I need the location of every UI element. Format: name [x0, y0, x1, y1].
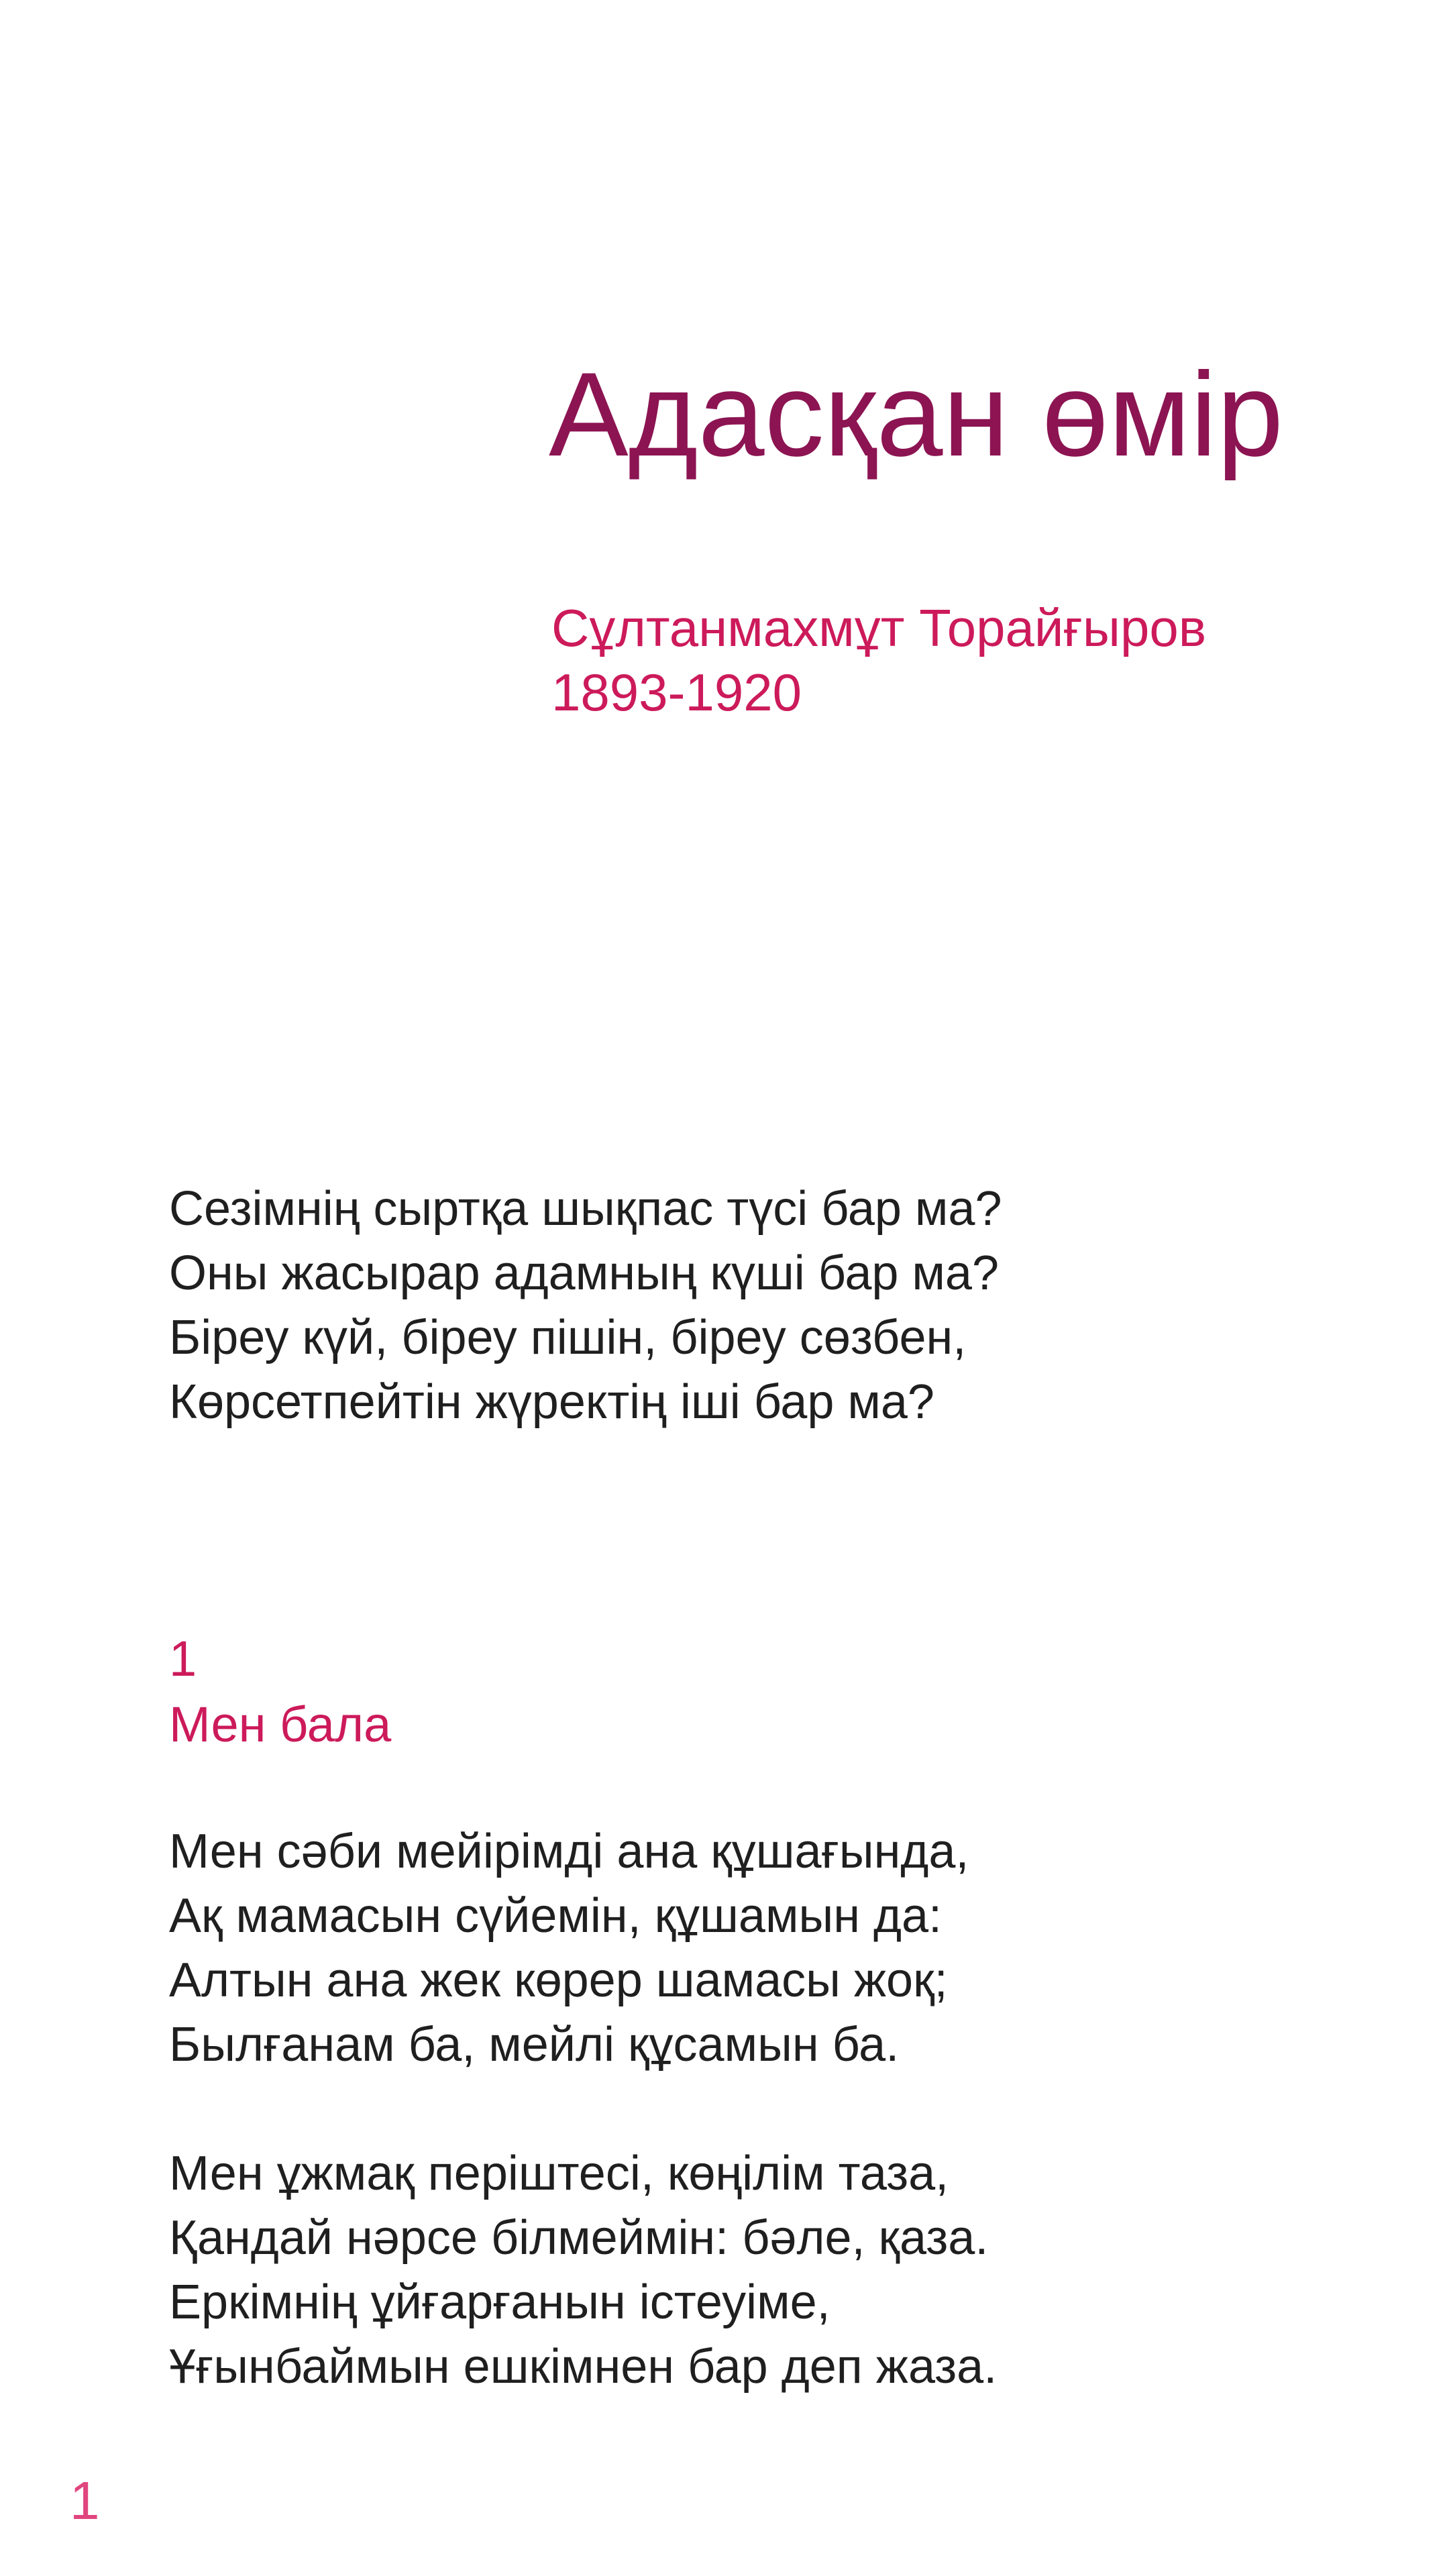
section-title: Мен бала: [169, 1697, 392, 1752]
epigraph-line: Көрсетпейтін жүректің іші бар ма?: [169, 1375, 934, 1429]
epigraph-line: Оны жасырар адамның күші бар ма?: [169, 1246, 1000, 1300]
document-title: Адасқан өмір: [549, 347, 1284, 481]
author-block: [551, 596, 1206, 724]
poem-line: Былғанам ба, мейлі құсамын ба.: [169, 2018, 900, 2072]
epigraph: [169, 1177, 1002, 1434]
poem-line: Мен сәби мейірімді ана құшағында,: [169, 1825, 969, 1878]
author-name: Сұлтанмахмұт Торайғыров: [551, 598, 1207, 657]
poem-line: Мен ұжмақ перiштесі, көңілім таза,: [169, 2147, 949, 2200]
poem-line: Еркімнің ұйғарғанын істеуіме,: [169, 2275, 830, 2329]
section-number: 1: [169, 1631, 197, 1686]
author-years: 1893-1920: [551, 663, 802, 722]
epigraph-line: Сезімнің сыртқа шықпас түсі бар ма?: [169, 1182, 1002, 1236]
poem-line: Ұғынбаймын ешкімнен бар деп жаза.: [169, 2340, 998, 2394]
stanza: [169, 2141, 997, 2399]
stanza: [169, 1819, 969, 2077]
page-number: 1: [70, 2471, 100, 2530]
poem-line: Ақ мамасын сүйемін, құшамын да:: [169, 1889, 943, 1943]
poem-line: Алтын ана жек көрер шамасы жоқ;: [169, 1953, 948, 2007]
epigraph-line: Біреу күй, біреу пішін, біреу сөзбен,: [169, 1311, 967, 1364]
section-heading: [169, 1626, 391, 1758]
poem-line: Қандай нәрсе білмеймін: бәле, қаза.: [169, 2211, 989, 2265]
